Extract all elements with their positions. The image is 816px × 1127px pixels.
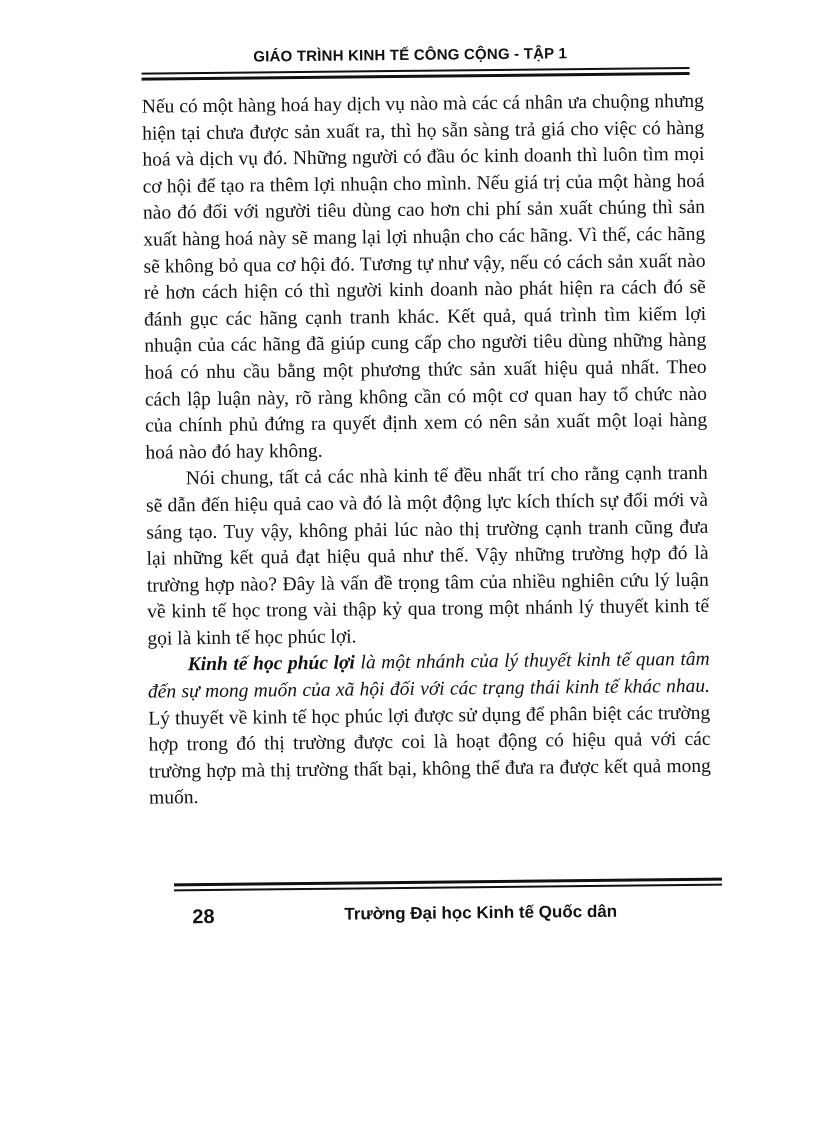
page-number: 28 — [192, 905, 215, 929]
paragraph-3-rest: Lý thuyết về kinh tế học phúc lợi được sử dụng để phân biệt các trường hợp trong đó thị trường được coi là hoạt động có hiệu quả với các trường hợp mà thị trường thất bại, không thể đưa ra được kết quả mong muốn. — [148, 702, 711, 810]
paragraph-1: Nếu có một hàng hoá hay dịch vụ nào mà các cá nhân ưa chuộng nhưng hiện tại chưa được sản xuất ra, thì họ sẵn sàng trả giá cho việc có hàng hoá và dịch vụ đó. Những người có đầu óc kinh doanh thì luôn tìm mọi cơ hội để tạo ra thêm lợi nhuận cho mình. Nếu giá trị của một hàng hoá nào đó đối với người tiêu dùng cao hơn chi phí sản xuất chúng thì sản xuất hàng hoá này sẽ mang lại lợi nhuận cho các hãng. Vì thế, các hãng sẽ không bỏ qua cơ hội đó. Tương tự như vậy, nếu có cách sản xuất nào rẻ hơn cách hiện có thì người kinh doanh nào phát hiện ra cách đó sẽ đánh gục các hãng cạnh tranh khác. Kết quả, quá trình tìm kiếm lợi nhuận của các hãng đã giúp cung cấp cho người tiêu dùng những hàng hoá có nhu cầu bằng một phương thức sản xuất hiệu quả nhất. Theo cách lập luận này, rõ ràng không cần có một cơ quan hay tổ chức nào của chính phủ đứng ra quyết định xem có nên sản xuất một loại hàng hoá nào đó hay không. — [141, 90, 708, 464]
footer-institution: Trường Đại học Kinh tế Quốc dân — [344, 901, 618, 924]
paragraph-3 — [148, 647, 712, 812]
running-header: GIÁO TRÌNH KINH TẾ CÔNG CỘNG - TẬP 1 — [253, 45, 568, 66]
paragraph-2: Nói chung, tất cả các nhà kinh tế đều nhất trí cho rằng cạnh tranh sẽ dẫn đến hiệu quả cao và đó là một động lực kích thích sự đổi mới và sáng tạo. Tuy vậy, không phải lúc nào thị trường cạnh tranh cũng đưa lại những kết quả đạt hiệu quả như thế. Vậy những trường hợp đó là trường hợp nào? Đây là vấn đề trọng tâm của nhiều nghiên cứu lý luận về kinh tế học trong vài thập kỷ qua trong một nhánh lý thuyết kinh tế gọi là kinh tế học phúc lợi. — [145, 463, 710, 650]
welfare-economics-term: Kinh tế học phúc lợi — [187, 652, 356, 676]
welfare-economics-definition: là một nhánh của lý thuyết kinh tế quan tâm đến sự mong muốn của xã hội đối với các trạng thái kinh tế khác nhau. — [147, 649, 711, 703]
body-text — [142, 89, 711, 813]
